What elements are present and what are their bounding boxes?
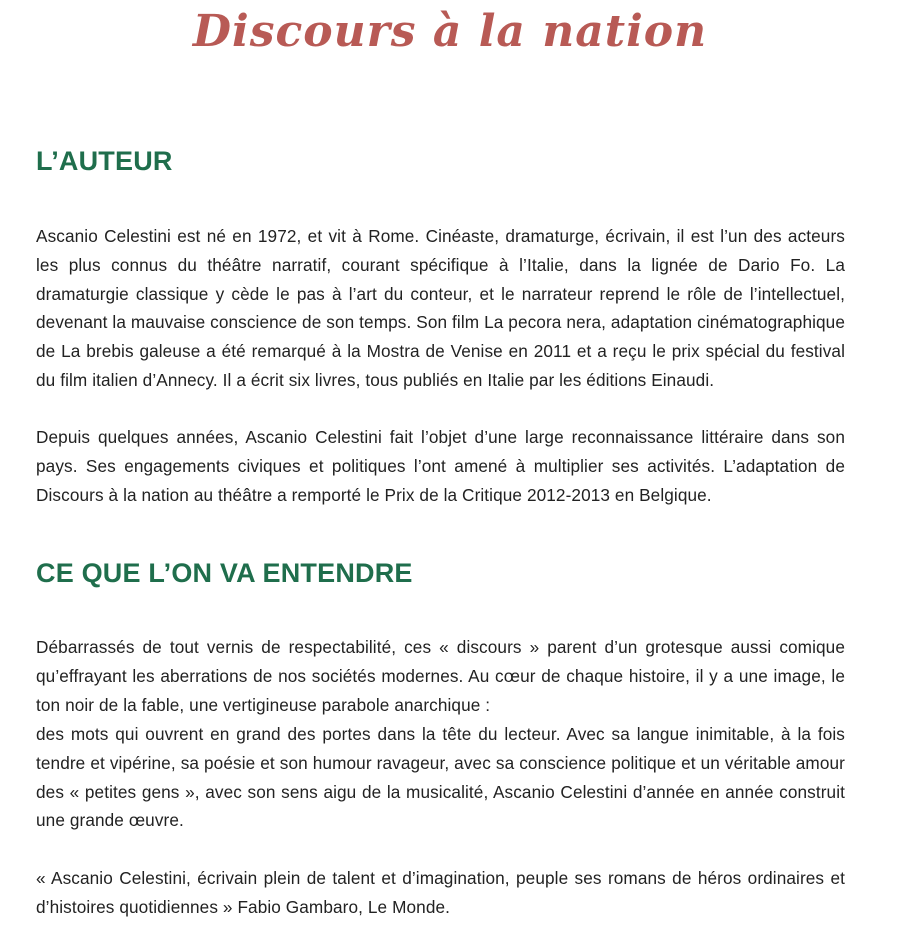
paragraph-content-intro: Débarrassés de tout vernis de respectabilité, ces « discours » parent d’un grotesque aussi comique qu’effrayant les aberrations de nos sociétés modernes. Au cœur de chaque histoire, il y a une image, le ton noir de la fable, une vertigineuse parabole anarchique : (36, 637, 845, 715)
section-heading-entendre: CE QUE L’ON VA ENTENDRE (36, 558, 413, 588)
section-heading-auteur: L’AUTEUR (36, 146, 173, 176)
paragraph-author-recognition: Depuis quelques années, Ascanio Celestini fait l’objet d’une large reconnaissance littéraire dans son pays. Ses engagements civiques et politiques l’ont amené à multiplier ses activités. L’adaptation de Discours à la nation au théâtre a remporté le Prix de la Critique 2012-2013 en Belgique. (36, 427, 845, 505)
paragraph-press-quote: « Ascanio Celestini, écrivain plein de talent et d’imagination, peuple ses romans de héros ordinaires et d’histoires quotidiennes » Fabio Gambaro, Le Monde. (36, 868, 845, 917)
paragraph-author-bio: Ascanio Celestini est né en 1972, et vit à Rome. Cinéaste, dramaturge, écrivain, il est l’un des acteurs les plus connus du théâtre narratif, courant spécifique à l’Italie, dans la lignée de Dario Fo. La dramaturgie classique y cède le pas à l’art du conteur, et le narrateur reprend le rôle de l’intellectuel, devenant la mauvaise conscience de son temps. Son film La pecora nera, adaptation cinématographique de La brebis galeuse a été remarqué à la Mostra de Venise en 2011 et a reçu le prix spécial du festival du film italien d’Annecy. Il a écrit six livres, tous publiés en Italie par les éditions Einaudi. (36, 226, 845, 390)
paragraph-content-description: des mots qui ouvrent en grand des portes dans la tête du lecteur. Avec sa langue inimitable, à la fois tendre et vipérine, sa poésie et son humour ravageur, avec sa conscience politique et un véritable amour des « petites gens », avec son sens aigu de la musicalité, Ascanio Celestini d’année en année construit une grande œuvre. (36, 724, 845, 831)
document-title: Discours à la nation (192, 6, 708, 57)
